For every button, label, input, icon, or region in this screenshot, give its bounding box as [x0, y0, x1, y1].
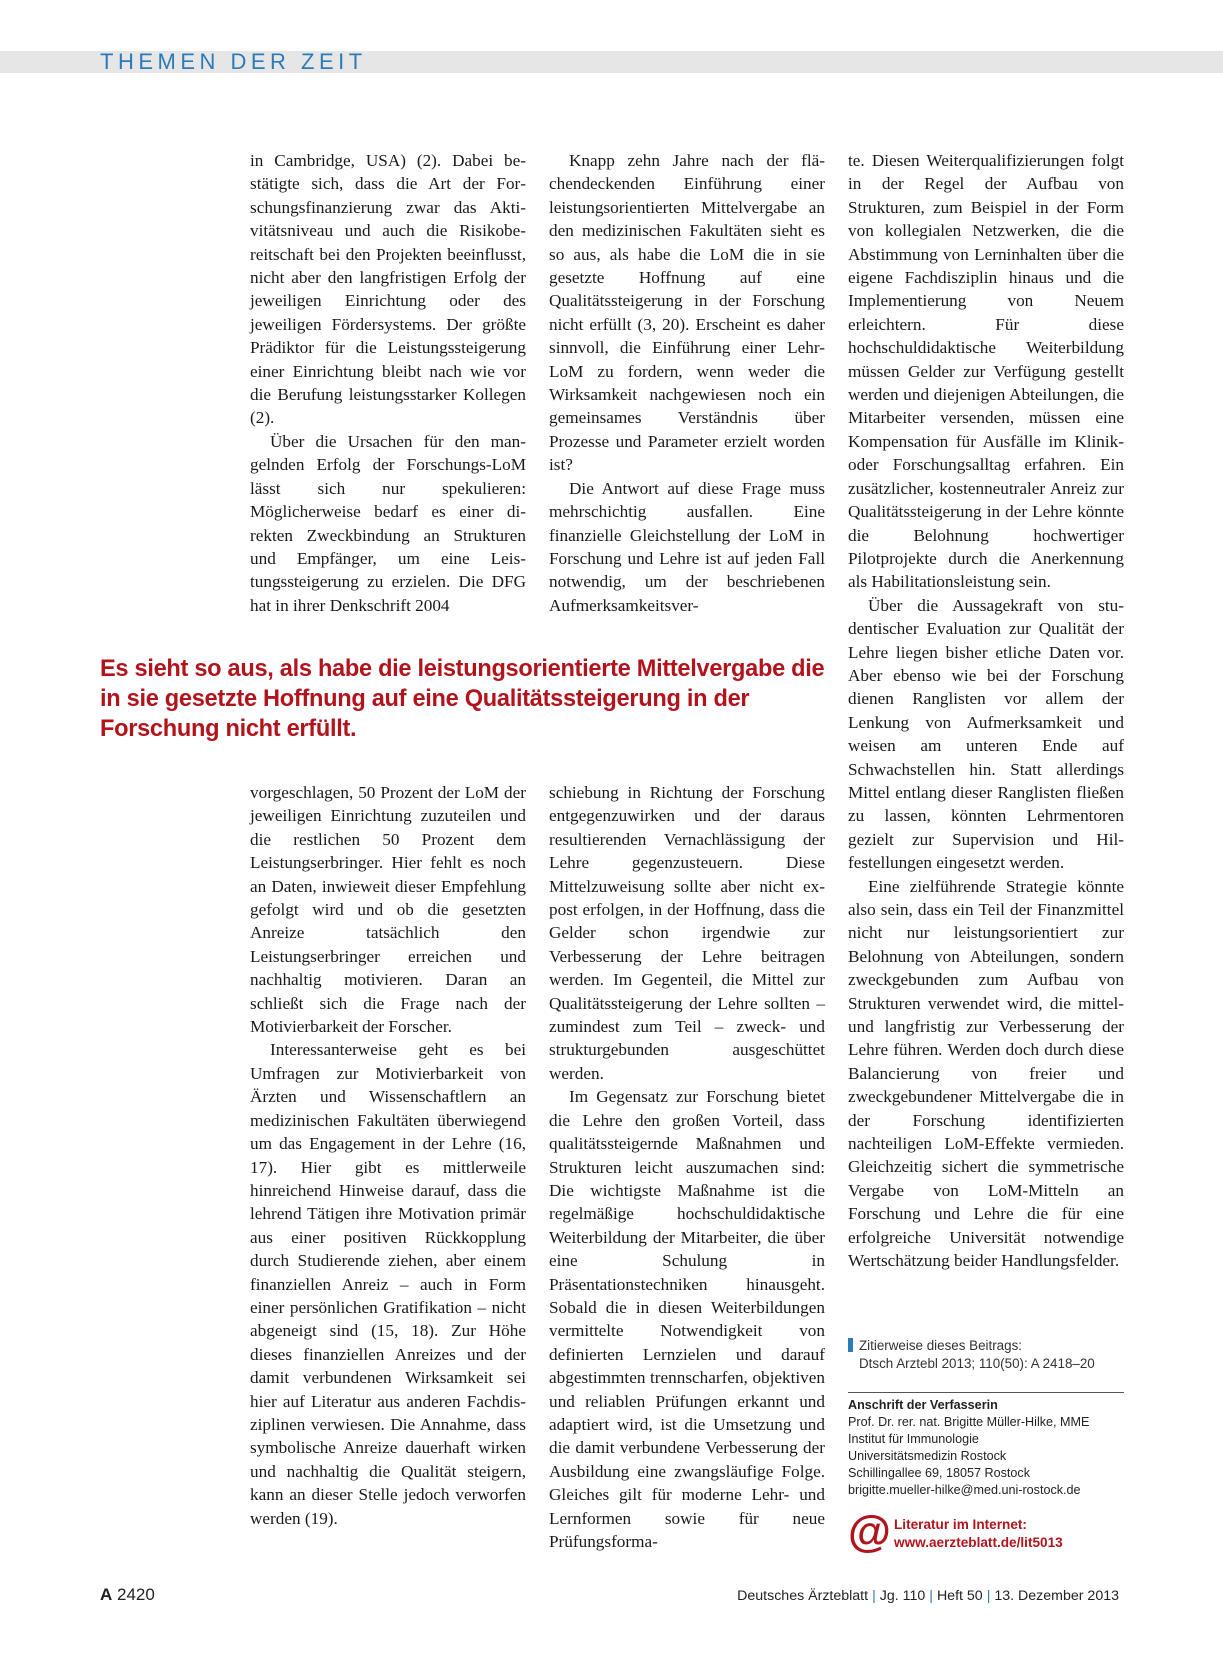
- address-line: Universitätsmedizin Rostock: [848, 1449, 1007, 1463]
- address-line: Schillingallee 69, 18057 Rostock: [848, 1466, 1031, 1480]
- separator: |: [872, 1588, 876, 1604]
- address-line: Prof. Dr. rer. nat. Brigitte Müller-Hilke, MME: [848, 1415, 1090, 1429]
- address-line: Institut für Immunologie: [848, 1432, 979, 1446]
- paragraph: schiebung in Richtung der Forschung entgegenzuwirken und der daraus resultierenden Vernachlässigung der Lehre gegenzusteuern. Diese Mittelzuweisung sollte aber nicht ex-post erfolgen, in der Hoffnung, dass die Gelder schon irgendwie zur Verbesserung der Lehre beitragen werden. Im Gegenteil, die Mittel zur Qualitätssteigerung der Lehre sollten – zumindest zum Teil – zweck- und strukturgebunden ausgeschüttet werden.: [549, 783, 825, 1083]
- journal-footer: [737, 1586, 1119, 1606]
- citation-marker: [848, 1338, 853, 1352]
- paragraph: Die Antwort auf diese Frage muss mehrschichtig ausfallen. Eine finanzielle Gleichstellung der LoM in Forschung und Lehre ist auf jeden Fall notwendig, um der beschriebenen Aufmerksamkeitsver-: [549, 478, 825, 615]
- paragraph: Im Gegensatz zur Forschung bietet die Lehre den großen Vorteil, dass qualitätssteigernde Maßnahmen und Strukturen leicht auszumachen sind: Die wichtigste Maßnahme ist die regelmäßige hochschuldidaktische Weiterbildung der Mitarbeiter, die über eine Schulung in Präsentationstechniken hinausgeht. Sobald die in diesen Weiterbildungen vermittelte Notwendigkeit von definierten Lernzielen und darauf abgestimmten trennscharfen, objektiven und reliablen Prüfungen erkannt und adaptiert wird, ist die Umsetzung und die damit verbundene Verbesserung der Ausbildung eine zwangsläufige Folge. Gleiches gilt für moderne Lehr- und Lernformen sowie für neue Prüfungsforma-: [549, 1087, 825, 1551]
- at-icon: @: [848, 1507, 891, 1556]
- section-title: THEMEN DER ZEIT: [100, 49, 367, 74]
- paragraph: Eine zielführende Strategie könnte also sein, dass ein Teil der Finanzmittel nicht nur leistungsorientiert zur Belohnung von Abteilungen, sondern zweckgebunden zum Aufbau von Strukturen verwendet wird, die mittel- und langfristig zur Verbesserung der Lehre führen. Werden doch durch diese Balancierung von freier und zweckgebundener Mittelvergabe die in der Forschung identifizierten nachteiligen LoM-Effekte vermieden. Gleichzeitig sichert die symmetrische Vergabe von LoM-Mitteln an Forschung und Lehre die für eine erfolgreiche Universität notwendige Wertschätzung beider Handlungsfelder.: [848, 876, 1124, 1271]
- page-number-value: 2420: [117, 1585, 155, 1604]
- journal-date: 13. Dezember 2013: [994, 1588, 1119, 1604]
- literature-label: Literatur im Internet:: [894, 1517, 1027, 1532]
- paragraph: Knapp zehn Jahre nach der flächendeckenden Einführung einer leistungsorientierten Mittelvergabe an den medizinischen Fakultäten sieht es so aus, als habe die LoM die in sie gesetzte Hoffnung auf eine Qualitätssteigerung in der Forschung nicht erfüllt (3, 20). Erscheint es daher sinnvoll, die Einführung einer Lehr-LoM zu fordern, wenn weder die Wirksamkeit nachgewiesen noch ein gemeinsames Verständnis über Prozesse und Parameter erzielt worden ist?: [549, 151, 825, 475]
- paragraph: te. Diesen Weiterqualifizierungen folgt in der Regel der Aufbau von Strukturen, zum Beispiel in der Form von kollegialen Netzwerken, die die Abstimmung von Lerninhalten über die eigene Fachdisziplin hinaus und die Implementierung von Neuem erleichtern. Für diese hochschuldidaktische Weiterbildung müssen Gelder zur Verfügung gestellt werden und diejenigen Abteilungen, die Mitarbeiter versenden, müssen eine Kompensation für Ausfälle im Klinik- oder Forschungsalltag erfahren. Ein zusätzlicher, kostenneutraler Anreiz zur Qualitätssteigerung in der Lehre könnte die Belohnung hochwertiger Pilotprojekte durch die Anerkennung als Habilitationsleistung sein.: [848, 151, 1124, 592]
- literature-text: [894, 1516, 1063, 1552]
- column-2-top: [549, 149, 825, 617]
- address-heading: Anschrift der Verfasserin: [848, 1398, 998, 1412]
- address-email[interactable]: brigitte.mueller-hilke@med.uni-rostock.de: [848, 1483, 1081, 1497]
- author-address: [848, 1392, 1124, 1499]
- citation-box: [848, 1337, 1124, 1373]
- journal-issue: Heft 50: [936, 1588, 983, 1604]
- pull-quote: Es sieht so aus, als habe die leistungsorientierte Mittelvergabe die in sie gesetzte Hoffnung auf eine Qualitätssteigerung in der Forschung nicht erfüllt.: [100, 656, 825, 742]
- paragraph: Über die Ursachen für den mangelnden Erfolg der Forschungs-LoM lässt sich nur spekulieren: Möglicherweise bedarf es einer direkten Zweckbindung an Strukturen und Empfänger, um eine Leistungssteigerung zu erzielen. Die DFG hat in ihrer Denkschrift 2004: [250, 431, 526, 615]
- citation-reference: Dtsch Arztebl 2013; 110(50): A 2418–20: [859, 1356, 1095, 1371]
- paragraph: in Cambridge, USA) (2). Dabei bestätigte sich, dass die Art der Forschungsfinanzierung zwar das Aktivitätsniveau und auch die Risikobereitschaft bei den Projekten beeinflusst, nicht aber den langfristigen Erfolg der jeweiligen Einrichtung oder des jeweiligen Fördersystems. Der größte Prädiktor für die Leistungssteigerung einer Einrichtung bleibt nach wie vor die Berufung leistungsstarker Kollegen (2).: [250, 151, 526, 428]
- page-number: [100, 1584, 155, 1606]
- paragraph: vorgeschlagen, 50 Prozent der LoM der jeweiligen Einrichtung zuzuteilen und die restlichen 50 Prozent dem Leistungserbringer. Hier fehlt es noch an Daten, inwieweit dieser Empfehlung gefolgt wird und ob die gesetzten Anreize tatsächlich den Leistungserbringer erreichen und nachhaltig motivieren. Daran an schließt sich die Frage nach der Motivierbarkeit der Forscher.: [250, 783, 526, 1037]
- column-1-bottom: [250, 781, 526, 1530]
- page-prefix: A: [100, 1585, 113, 1604]
- literature-link[interactable]: www.aerzteblatt.de/lit5013: [894, 1535, 1063, 1550]
- journal-name: Deutsches Ärzteblatt: [737, 1588, 869, 1604]
- citation-label: Zitierweise dieses Beitrags:: [859, 1338, 1022, 1353]
- column-2-bottom: [549, 781, 825, 1553]
- paragraph: Interessanterweise geht es bei Umfragen zur Motivierbarkeit von Ärzten und Wissenschaftlern an medizinischen Fakultäten überwiegend um das Engagement in der Lehre (16, 17). Hier gibt es mittlerweile hinreichend Hinweise darauf, dass die lehrend Tätigen ihre Motivation primär aus einer positiven Rückkopplung durch Studierende ziehen, aber einem finanziellen Anreiz – auch in Form einer persönlichen Gratifikation – nicht abgeneigt sind (15, 18). Zur Höhe dieses finanziellen Anreizes und der damit verbundenen Wirksamkeit sei hier auf Literatur aus anderen Fachdisziplinen verwiesen. Die Annahme, dass symbolische Anreize dauerhaft wirken und nachhaltig die Qualität steigern, kann an dieser Stelle jedoch verworfen werden (19).: [250, 1040, 526, 1528]
- column-1-top: [250, 149, 526, 617]
- separator: |: [929, 1588, 933, 1604]
- journal-volume: Jg. 110: [879, 1588, 926, 1604]
- column-3: [848, 149, 1124, 1273]
- paragraph: Über die Aussagekraft von studentischer Evaluation zur Qualität der Lehre liegen bisher etliche Daten vor. Aber ebenso wie bei der Forschung dienen Ranglisten vor allem der Lenkung von Aufmerksamkeit und weisen am unteren Ende auf Schwachstellen hin. Statt allerdings Mittel entlang dieser Ranglisten fließen zu lassen, könnten Lehrmentoren gezielt zur Supervision und Hilfestellungen eingesetzt werden.: [848, 595, 1124, 873]
- literature-box: [848, 1507, 1124, 1556]
- separator: |: [986, 1588, 991, 1604]
